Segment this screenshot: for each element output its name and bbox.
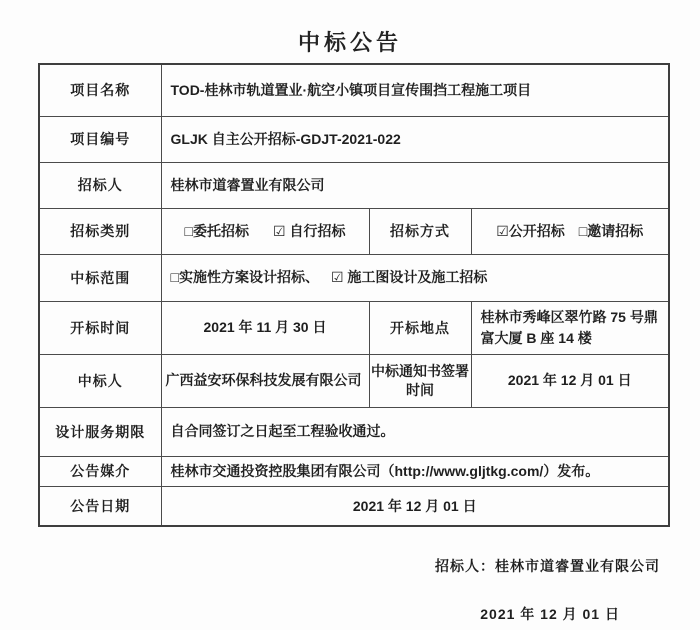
project-number-label: 项目编号 xyxy=(39,116,161,162)
opening-time-label: 开标时间 xyxy=(39,301,161,354)
announce-date-label: 公告日期 xyxy=(39,486,161,526)
table-row-winner xyxy=(39,354,669,407)
winner-label: 中标人 xyxy=(39,354,161,407)
table-row-announce-date xyxy=(39,486,669,526)
announcement-table xyxy=(38,63,670,527)
footer-signer: 招标人：桂林市道睿置业有限公司 xyxy=(435,558,660,574)
table-row-media xyxy=(39,456,669,486)
design-period-value: 自合同签订之日起至工程验收通过。 xyxy=(161,407,669,456)
table-row-project-number xyxy=(39,116,669,162)
bid-method-options-cell xyxy=(471,208,669,254)
checkbox-entrust-bidding: □委托招标 xyxy=(184,222,249,239)
media-value: 桂林市交通投资控股集团有限公司（http://www.gljtkg.com/）发布。 xyxy=(161,456,669,486)
table-row-tenderer xyxy=(39,162,669,208)
opening-place-label: 开标地点 xyxy=(369,301,471,354)
media-label: 公告媒介 xyxy=(39,456,161,486)
table-row-project-name xyxy=(39,64,669,116)
notice-sign-time-label: 中标通知书签署时间 xyxy=(369,354,471,407)
checkbox-construction-design-bidding: ☑ 施工图设计及施工招标 xyxy=(330,269,488,286)
tenderer-value: 桂林市道睿置业有限公司 xyxy=(161,162,669,208)
tenderer-label: 招标人 xyxy=(39,162,161,208)
project-number-value: GLJK 自主公开招标-GDJT-2021-022 xyxy=(161,116,669,162)
bid-category-label: 招标类别 xyxy=(39,208,161,254)
page-title: 中标公告 xyxy=(297,30,402,55)
project-name-value: TOD-桂林市轨道置业·航空小镇项目宣传围挡工程施工项目 xyxy=(161,64,669,116)
opening-time-value: 2021 年 11 月 30 日 xyxy=(161,301,369,354)
table-row-award-scope xyxy=(39,254,669,301)
bid-category-options-cell xyxy=(161,208,369,254)
checkbox-scheme-design-bidding: □实施性方案设计招标、 xyxy=(170,269,319,286)
checkbox-open-bidding: ☑公开招标 xyxy=(496,222,565,239)
opening-place-value: 桂林市秀峰区翠竹路 75 号鼎富大厦 B 座 14 楼 xyxy=(471,301,669,354)
notice-sign-time-value: 2021 年 12 月 01 日 xyxy=(471,354,669,407)
table-row-opening xyxy=(39,301,669,354)
checkbox-self-bidding: ☑ 自行招标 xyxy=(273,222,346,239)
table-row-design-period xyxy=(39,407,669,456)
bid-method-label: 招标方式 xyxy=(369,208,471,254)
project-name-label: 项目名称 xyxy=(39,64,161,116)
checkbox-invited-bidding: □邀请招标 xyxy=(578,222,644,239)
announce-date-value: 2021 年 12 月 01 日 xyxy=(161,486,669,526)
table-row-bid-category xyxy=(39,208,669,254)
design-period-label: 设计服务期限 xyxy=(39,407,161,456)
footer-date: 2021 年 12 月 01 日 xyxy=(480,606,620,622)
award-scope-value-cell xyxy=(161,254,669,301)
award-scope-label: 中标范围 xyxy=(39,254,161,301)
winner-name-value: 广西益安环保科技发展有限公司 xyxy=(161,354,369,407)
